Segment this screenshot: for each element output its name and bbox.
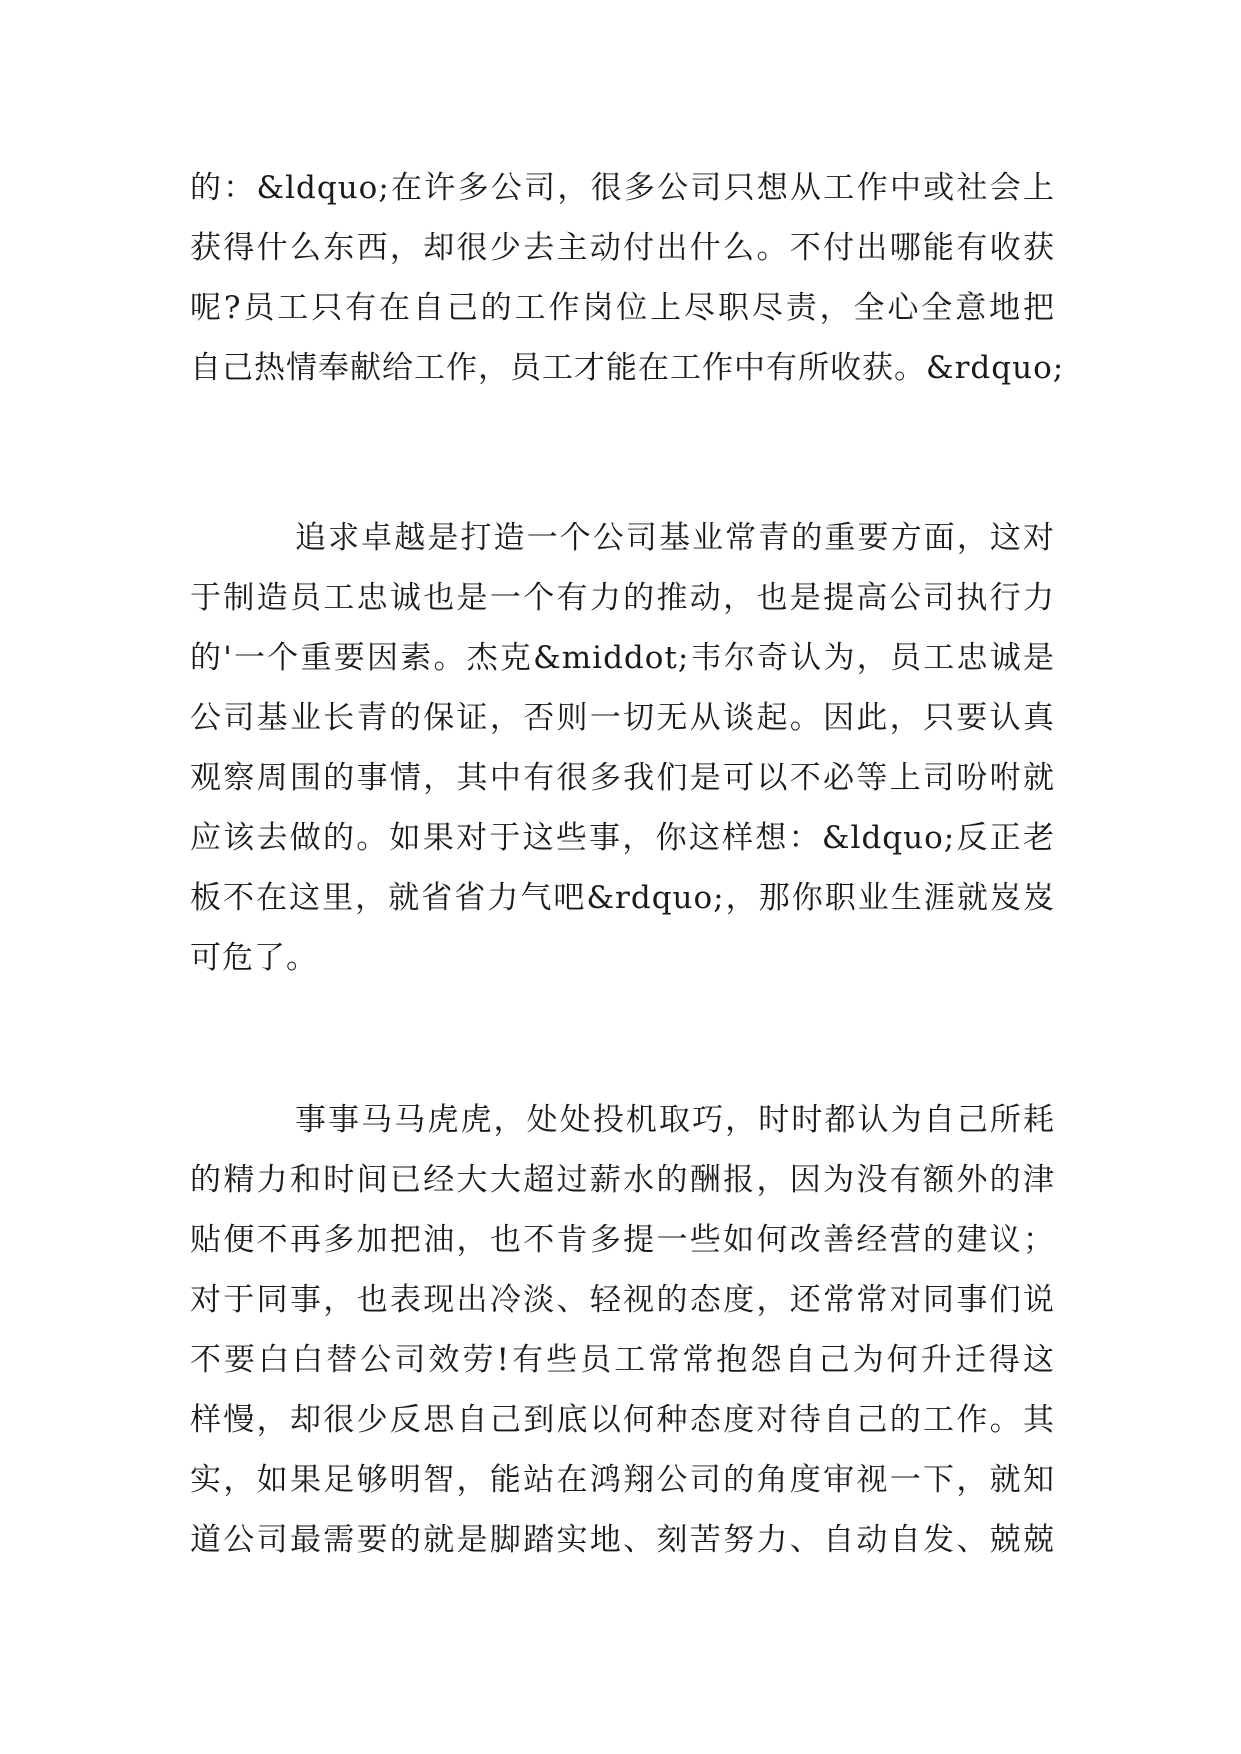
paragraph-line: 公司基业长青的保证，否则一切无从谈起。因此，只要认真 <box>190 700 1055 736</box>
paragraph-line: 于制造员工忠诚也是一个有力的推动，也是提高公司执行力 <box>190 580 1055 616</box>
paragraph-line: 道公司最需要的就是脚踏实地、刻苦努力、自动自发、兢兢 <box>190 1522 1055 1558</box>
paragraph-line: 的精力和时间已经大大超过薪水的酬报，因为没有额外的津 <box>190 1162 1055 1198</box>
paragraph-line: 贴便不再多加把油，也不肯多提一些如何改善经营的建议； <box>190 1222 1055 1258</box>
paragraph-line: 事事马马虎虎，处处投机取巧，时时都认为自己所耗 <box>295 1102 1055 1138</box>
paragraph-1 <box>190 158 1065 398</box>
paragraph-line: 对于同事，也表现出冷淡、轻视的态度，还常常对同事们说 <box>190 1282 1055 1318</box>
paragraph-line: 板不在这里，就省省力气吧&rdquo;，那你职业生涯就岌岌 <box>190 880 1055 916</box>
paragraph-line: 追求卓越是打造一个公司基业常青的重要方面，这对 <box>295 520 1055 556</box>
paragraph-line: 可危了。 <box>190 940 318 976</box>
paragraph-line: 的'一个重要因素。杰克&middot;韦尔奇认为，员工忠诚是 <box>190 640 1055 676</box>
paragraph-line: 获得什么东西，却很少去主动付出什么。不付出哪能有收获 <box>190 230 1055 266</box>
paragraph-line: 实，如果足够明智，能站在鸿翔公司的角度审视一下，就知 <box>190 1462 1055 1498</box>
paragraph-line: 应该去做的。如果对于这些事，你这样想：&ldquo;反正老 <box>190 820 1055 856</box>
paragraph-3 <box>190 1090 1055 1570</box>
paragraph-line: 观察周围的事情，其中有很多我们是可以不必等上司吩咐就 <box>190 760 1055 796</box>
paragraph-2 <box>190 508 1055 988</box>
paragraph-line: 不要白白替公司效劳!有些员工常常抱怨自己为何升迁得这 <box>190 1342 1055 1378</box>
paragraph-line: 自己热情奉献给工作，员工才能在工作中有所收获。&rdquo; <box>190 350 1065 386</box>
paragraph-line: 的：&ldquo;在许多公司，很多公司只想从工作中或社会上 <box>190 170 1055 206</box>
paragraph-line: 呢?员工只有在自己的工作岗位上尽职尽责，全心全意地把 <box>190 290 1055 326</box>
paragraph-line: 样慢，却很少反思自己到底以何种态度对待自己的工作。其 <box>190 1402 1055 1438</box>
